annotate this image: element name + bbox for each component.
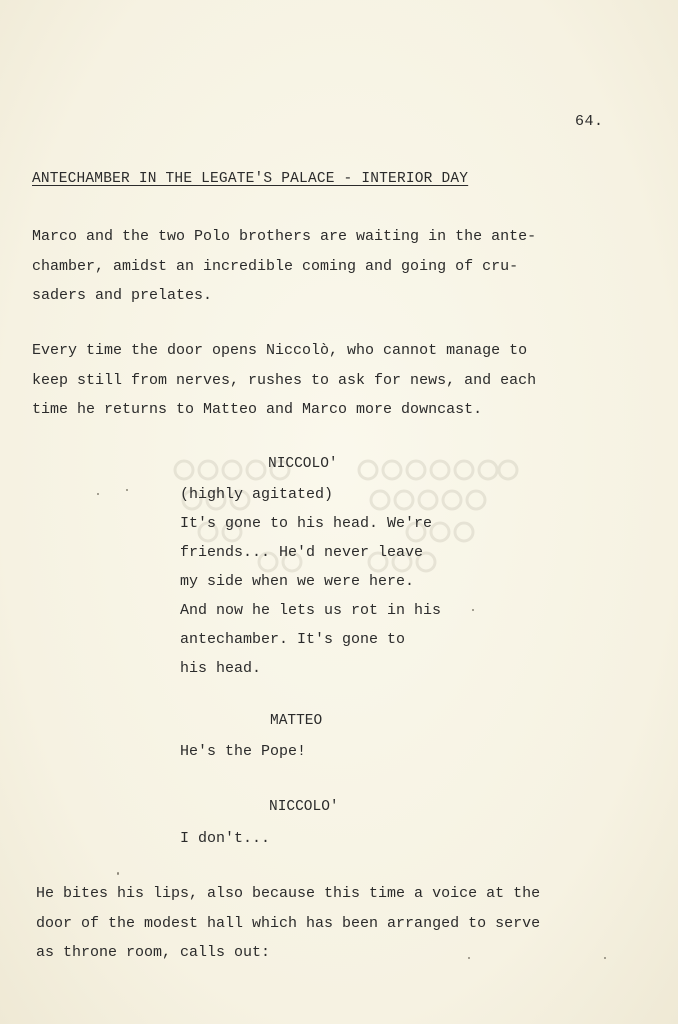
dialogue-line: He's the Pope! bbox=[180, 743, 307, 760]
action-line: He bites his lips, also because this time a voice at the bbox=[36, 885, 541, 902]
character-cue-niccolo: NICCOLO' bbox=[268, 456, 338, 472]
action-line: time he returns to Matteo and Marco more downcast. bbox=[32, 401, 483, 418]
speck bbox=[126, 489, 128, 491]
action-paragraph-2 bbox=[32, 336, 592, 425]
action-paragraph-1 bbox=[32, 222, 592, 311]
action-line: keep still from nerves, rushes to ask for news, and each bbox=[32, 371, 537, 389]
speck bbox=[97, 493, 99, 495]
character-cue-matteo: MATTEO bbox=[270, 713, 323, 729]
speck bbox=[472, 609, 474, 611]
speck bbox=[117, 872, 119, 875]
action-line: saders and prelates. bbox=[32, 287, 213, 304]
page-number: 64. bbox=[575, 113, 604, 130]
dialogue-line: antechamber. It's gone to bbox=[180, 631, 406, 648]
action-line: Marco and the two Polo brothers are waiting in the ante- bbox=[32, 228, 537, 245]
character-cue-niccolo: NICCOLO' bbox=[269, 799, 339, 815]
action-line: chamber, amidst an incredible coming and going of cru- bbox=[32, 257, 519, 275]
dialogue-block-matteo bbox=[180, 737, 306, 766]
speck bbox=[468, 957, 470, 959]
dialogue-block-niccolo bbox=[180, 480, 441, 683]
action-line: Every time the door opens Niccolò, who cannot manage to bbox=[32, 342, 528, 359]
action-line: door of the modest hall which has been arranged to serve bbox=[36, 914, 541, 932]
dialogue-line: friends... He'd never leave bbox=[180, 544, 424, 561]
scene-heading: ANTECHAMBER IN THE LEGATE'S PALACE - INTERIOR DAY bbox=[32, 171, 469, 187]
dialogue-line: It's gone to his head. We're bbox=[180, 515, 433, 532]
dialogue-line: his head. bbox=[180, 660, 262, 677]
action-line: as throne room, calls out: bbox=[36, 944, 271, 961]
dialogue-block-niccolo bbox=[180, 824, 270, 853]
action-paragraph-3 bbox=[36, 879, 596, 968]
dialogue-line: my side when we were here. bbox=[180, 573, 415, 590]
dialogue-line: I don't... bbox=[180, 830, 271, 847]
speck bbox=[604, 957, 606, 959]
parenthetical: (highly agitated) bbox=[180, 486, 334, 503]
dialogue-line: And now he lets us rot in his bbox=[180, 602, 442, 619]
